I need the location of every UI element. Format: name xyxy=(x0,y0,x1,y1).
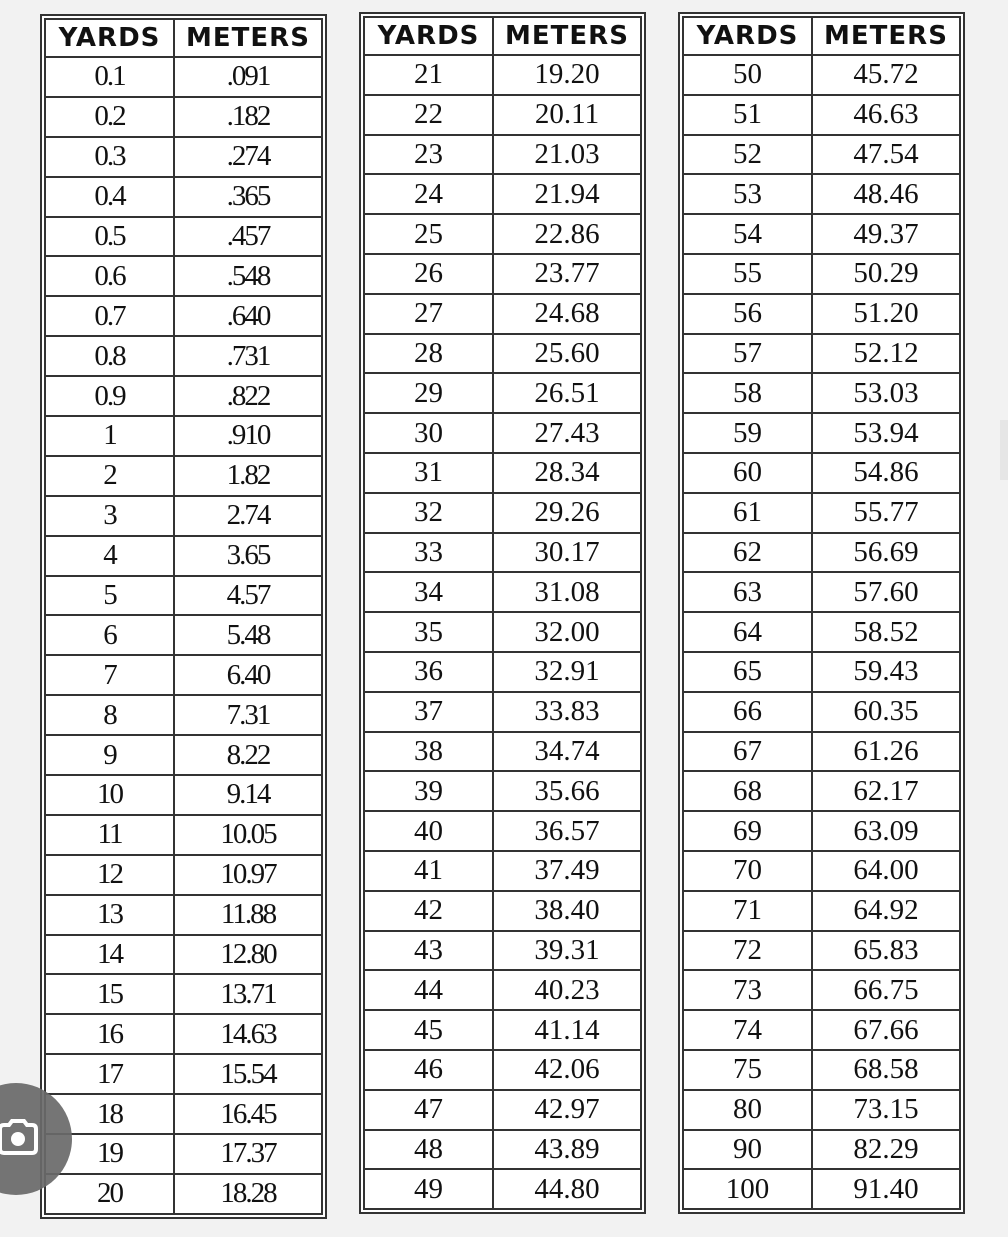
table-row xyxy=(364,612,641,652)
yards-cell: 3 xyxy=(45,496,174,536)
conversion-table-1 xyxy=(40,14,327,1219)
yards-cell: 45 xyxy=(364,1010,493,1050)
table-row xyxy=(364,334,641,374)
yards-cell: 0.5 xyxy=(45,217,174,257)
yards-cell: 44 xyxy=(364,970,493,1010)
yards-cell: 69 xyxy=(683,811,812,851)
table-row xyxy=(683,572,960,612)
conversion-table-3 xyxy=(678,12,965,1214)
meters-cell: 48.46 xyxy=(812,174,960,214)
meters-cell: 52.12 xyxy=(812,334,960,374)
table-row xyxy=(364,652,641,692)
table-row xyxy=(683,373,960,413)
table-row xyxy=(683,533,960,573)
yards-cell: 40 xyxy=(364,811,493,851)
table-row xyxy=(45,576,322,616)
table-row xyxy=(364,254,641,294)
yards-cell: 0.2 xyxy=(45,97,174,137)
meters-cell: 59.43 xyxy=(812,652,960,692)
yards-cell: 53 xyxy=(683,174,812,214)
meters-cell: 26.51 xyxy=(493,373,641,413)
meters-cell: 42.06 xyxy=(493,1050,641,1090)
meters-header: METERS xyxy=(493,17,641,55)
table-row xyxy=(683,55,960,95)
table-row xyxy=(45,336,322,376)
table-row xyxy=(364,851,641,891)
camera-icon xyxy=(0,1117,40,1157)
table-row xyxy=(364,732,641,772)
yards-cell: 0.9 xyxy=(45,376,174,416)
meters-cell: 61.26 xyxy=(812,732,960,772)
yards-cell: 100 xyxy=(683,1169,812,1209)
meters-cell: 14.63 xyxy=(174,1014,322,1054)
meters-cell: 18.28 xyxy=(174,1174,322,1214)
yards-cell: 1 xyxy=(45,416,174,456)
meters-cell: 28.34 xyxy=(493,453,641,493)
table-row xyxy=(683,1169,960,1209)
yards-cell: 18 xyxy=(45,1094,174,1134)
meters-cell: 12.80 xyxy=(174,935,322,975)
meters-cell: 57.60 xyxy=(812,572,960,612)
table-row xyxy=(364,214,641,254)
meters-cell: .091 xyxy=(174,57,322,97)
table-row xyxy=(683,214,960,254)
meters-cell: 32.91 xyxy=(493,652,641,692)
meters-cell: 56.69 xyxy=(812,533,960,573)
yards-cell: 13 xyxy=(45,895,174,935)
table-row xyxy=(364,811,641,851)
meters-cell: 42.97 xyxy=(493,1090,641,1130)
yards-header: YARDS xyxy=(364,17,493,55)
yards-cell: 33 xyxy=(364,533,493,573)
table-row xyxy=(683,95,960,135)
yards-cell: 26 xyxy=(364,254,493,294)
yards-cell: 62 xyxy=(683,533,812,573)
scroll-edge xyxy=(1000,420,1008,480)
table-row xyxy=(364,55,641,95)
yards-cell: 10 xyxy=(45,775,174,815)
meters-cell: 22.86 xyxy=(493,214,641,254)
yards-cell: 22 xyxy=(364,95,493,135)
table-row xyxy=(364,95,641,135)
meters-cell: 35.66 xyxy=(493,771,641,811)
yards-cell: 70 xyxy=(683,851,812,891)
yards-cell: 51 xyxy=(683,95,812,135)
yards-cell: 0.7 xyxy=(45,296,174,336)
yards-cell: 19 xyxy=(45,1134,174,1174)
yards-cell: 65 xyxy=(683,652,812,692)
table-row xyxy=(45,536,322,576)
table-row xyxy=(45,496,322,536)
table-row xyxy=(683,891,960,931)
yards-cell: 59 xyxy=(683,413,812,453)
meters-cell: .731 xyxy=(174,336,322,376)
yards-cell: 27 xyxy=(364,294,493,334)
meters-cell: 43.89 xyxy=(493,1130,641,1170)
meters-cell: 64.92 xyxy=(812,891,960,931)
table-row xyxy=(683,732,960,772)
yards-header: YARDS xyxy=(683,17,812,55)
table-row xyxy=(45,615,322,655)
table-row xyxy=(683,453,960,493)
yards-cell: 25 xyxy=(364,214,493,254)
yards-cell: 15 xyxy=(45,974,174,1014)
meters-cell: 19.20 xyxy=(493,55,641,95)
yards-cell: 54 xyxy=(683,214,812,254)
table-row xyxy=(364,572,641,612)
table-row xyxy=(683,851,960,891)
meters-cell: 65.83 xyxy=(812,931,960,971)
table-row xyxy=(683,1010,960,1050)
table-row xyxy=(364,931,641,971)
meters-cell: 13.71 xyxy=(174,974,322,1014)
yards-cell: 72 xyxy=(683,931,812,971)
table-row xyxy=(683,334,960,374)
meters-cell: 10.05 xyxy=(174,815,322,855)
table-row xyxy=(683,652,960,692)
table-row xyxy=(364,1130,641,1170)
meters-cell: 10.97 xyxy=(174,855,322,895)
table-row xyxy=(683,135,960,175)
yards-cell: 39 xyxy=(364,771,493,811)
table-row xyxy=(364,373,641,413)
meters-cell: 53.03 xyxy=(812,373,960,413)
header-row xyxy=(45,19,322,57)
yards-cell: 67 xyxy=(683,732,812,772)
meters-cell: 4.57 xyxy=(174,576,322,616)
yards-cell: 24 xyxy=(364,174,493,214)
yards-cell: 63 xyxy=(683,572,812,612)
meters-header: METERS xyxy=(812,17,960,55)
meters-cell: 9.14 xyxy=(174,775,322,815)
table-row xyxy=(364,1050,641,1090)
yards-cell: 14 xyxy=(45,935,174,975)
meters-cell: 40.23 xyxy=(493,970,641,1010)
yards-cell: 41 xyxy=(364,851,493,891)
yards-cell: 11 xyxy=(45,815,174,855)
yards-cell: 66 xyxy=(683,692,812,732)
table-row xyxy=(45,57,322,97)
yards-cell: 34 xyxy=(364,572,493,612)
yards-cell: 74 xyxy=(683,1010,812,1050)
table-row xyxy=(683,174,960,214)
yards-cell: 0.4 xyxy=(45,177,174,217)
yards-cell: 80 xyxy=(683,1090,812,1130)
meters-cell: 37.49 xyxy=(493,851,641,891)
table-row xyxy=(364,533,641,573)
table-row xyxy=(364,891,641,931)
table-row xyxy=(45,775,322,815)
yards-cell: 8 xyxy=(45,695,174,735)
table-row xyxy=(45,935,322,975)
yards-cell: 56 xyxy=(683,294,812,334)
meters-cell: 27.43 xyxy=(493,413,641,453)
yards-cell: 5 xyxy=(45,576,174,616)
yards-cell: 12 xyxy=(45,855,174,895)
table-row xyxy=(683,493,960,533)
meters-cell: .182 xyxy=(174,97,322,137)
meters-cell: 46.63 xyxy=(812,95,960,135)
yards-cell: 17 xyxy=(45,1054,174,1094)
header-row xyxy=(683,17,960,55)
yards-cell: 38 xyxy=(364,732,493,772)
meters-cell: .640 xyxy=(174,296,322,336)
table-row xyxy=(45,137,322,177)
meters-cell: 1.82 xyxy=(174,456,322,496)
meters-cell: 41.14 xyxy=(493,1010,641,1050)
yards-cell: 37 xyxy=(364,692,493,732)
meters-cell: 20.11 xyxy=(493,95,641,135)
yards-cell: 35 xyxy=(364,612,493,652)
table-row xyxy=(45,735,322,775)
table-row xyxy=(45,655,322,695)
meters-cell: 54.86 xyxy=(812,453,960,493)
yards-cell: 58 xyxy=(683,373,812,413)
yards-cell: 68 xyxy=(683,771,812,811)
yards-cell: 46 xyxy=(364,1050,493,1090)
yards-cell: 0.8 xyxy=(45,336,174,376)
yards-cell: 16 xyxy=(45,1014,174,1054)
yards-cell: 0.3 xyxy=(45,137,174,177)
meters-cell: 49.37 xyxy=(812,214,960,254)
table-row xyxy=(45,695,322,735)
yards-cell: 4 xyxy=(45,536,174,576)
meters-cell: 45.72 xyxy=(812,55,960,95)
meters-cell: 73.15 xyxy=(812,1090,960,1130)
table-row xyxy=(45,1134,322,1174)
meters-cell: 16.45 xyxy=(174,1094,322,1134)
table-row xyxy=(364,294,641,334)
table-row xyxy=(364,1169,641,1209)
table-row xyxy=(364,493,641,533)
meters-cell: 2.74 xyxy=(174,496,322,536)
yards-cell: 21 xyxy=(364,55,493,95)
meters-cell: .274 xyxy=(174,137,322,177)
meters-cell: 6.40 xyxy=(174,655,322,695)
yards-cell: 2 xyxy=(45,456,174,496)
yards-cell: 43 xyxy=(364,931,493,971)
meters-cell: 21.03 xyxy=(493,135,641,175)
yards-cell: 20 xyxy=(45,1174,174,1214)
yards-cell: 0.6 xyxy=(45,256,174,296)
meters-cell: 30.17 xyxy=(493,533,641,573)
yards-cell: 49 xyxy=(364,1169,493,1209)
table-row xyxy=(364,174,641,214)
yards-cell: 29 xyxy=(364,373,493,413)
yards-cell: 75 xyxy=(683,1050,812,1090)
table-row xyxy=(45,855,322,895)
conversion-table-2 xyxy=(359,12,646,1214)
meters-cell: .457 xyxy=(174,217,322,257)
table-row xyxy=(45,256,322,296)
table-row xyxy=(683,811,960,851)
yards-cell: 23 xyxy=(364,135,493,175)
table-row xyxy=(45,456,322,496)
yards-cell: 73 xyxy=(683,970,812,1010)
meters-cell: 21.94 xyxy=(493,174,641,214)
meters-cell: 15.54 xyxy=(174,1054,322,1094)
meters-cell: 29.26 xyxy=(493,493,641,533)
yards-cell: 90 xyxy=(683,1130,812,1170)
meters-cell: 25.60 xyxy=(493,334,641,374)
yards-meters-table xyxy=(682,16,961,1210)
meters-cell: 32.00 xyxy=(493,612,641,652)
table-row xyxy=(45,815,322,855)
meters-cell: 33.83 xyxy=(493,692,641,732)
meters-cell: 82.29 xyxy=(812,1130,960,1170)
table-row xyxy=(683,413,960,453)
table-row xyxy=(364,970,641,1010)
yards-cell: 7 xyxy=(45,655,174,695)
meters-cell: 67.66 xyxy=(812,1010,960,1050)
meters-cell: 64.00 xyxy=(812,851,960,891)
meters-cell: .365 xyxy=(174,177,322,217)
yards-cell: 9 xyxy=(45,735,174,775)
table-row xyxy=(683,612,960,652)
meters-cell: 47.54 xyxy=(812,135,960,175)
meters-cell: 66.75 xyxy=(812,970,960,1010)
table-row xyxy=(364,453,641,493)
yards-cell: 0.1 xyxy=(45,57,174,97)
table-row xyxy=(364,135,641,175)
table-row xyxy=(683,1090,960,1130)
table-row xyxy=(364,1010,641,1050)
yards-cell: 6 xyxy=(45,615,174,655)
yards-cell: 55 xyxy=(683,254,812,294)
meters-cell: 3.65 xyxy=(174,536,322,576)
table-row xyxy=(45,1054,322,1094)
table-row xyxy=(45,97,322,137)
meters-cell: .822 xyxy=(174,376,322,416)
yards-cell: 64 xyxy=(683,612,812,652)
meters-cell: 44.80 xyxy=(493,1169,641,1209)
meters-cell: .548 xyxy=(174,256,322,296)
table-row xyxy=(683,931,960,971)
table-row xyxy=(364,413,641,453)
meters-cell: 51.20 xyxy=(812,294,960,334)
table-row xyxy=(45,974,322,1014)
yards-cell: 61 xyxy=(683,493,812,533)
yards-cell: 36 xyxy=(364,652,493,692)
meters-cell: 53.94 xyxy=(812,413,960,453)
yards-cell: 48 xyxy=(364,1130,493,1170)
table-row xyxy=(45,296,322,336)
meters-cell: 31.08 xyxy=(493,572,641,612)
table-row xyxy=(683,1050,960,1090)
meters-cell: 62.17 xyxy=(812,771,960,811)
meters-cell: 5.48 xyxy=(174,615,322,655)
yards-header: YARDS xyxy=(45,19,174,57)
yards-cell: 57 xyxy=(683,334,812,374)
meters-cell: 24.68 xyxy=(493,294,641,334)
meters-cell: .910 xyxy=(174,416,322,456)
table-row xyxy=(364,1090,641,1130)
yards-cell: 30 xyxy=(364,413,493,453)
table-row xyxy=(45,376,322,416)
yards-cell: 52 xyxy=(683,135,812,175)
meters-cell: 23.77 xyxy=(493,254,641,294)
table-row xyxy=(364,692,641,732)
meters-cell: 60.35 xyxy=(812,692,960,732)
meters-cell: 11.88 xyxy=(174,895,322,935)
yards-cell: 42 xyxy=(364,891,493,931)
meters-cell: 55.77 xyxy=(812,493,960,533)
table-row xyxy=(364,771,641,811)
yards-cell: 32 xyxy=(364,493,493,533)
yards-meters-table xyxy=(363,16,642,1210)
meters-cell: 38.40 xyxy=(493,891,641,931)
yards-cell: 47 xyxy=(364,1090,493,1130)
yards-cell: 31 xyxy=(364,453,493,493)
header-row xyxy=(364,17,641,55)
table-row xyxy=(683,1130,960,1170)
meters-cell: 68.58 xyxy=(812,1050,960,1090)
table-row xyxy=(683,294,960,334)
meters-cell: 7.31 xyxy=(174,695,322,735)
meters-cell: 34.74 xyxy=(493,732,641,772)
table-row xyxy=(45,416,322,456)
table-row xyxy=(683,970,960,1010)
table-row xyxy=(683,254,960,294)
yards-cell: 50 xyxy=(683,55,812,95)
meters-header: METERS xyxy=(174,19,322,57)
yards-cell: 60 xyxy=(683,453,812,493)
table-row xyxy=(45,177,322,217)
meters-cell: 8.22 xyxy=(174,735,322,775)
meters-cell: 63.09 xyxy=(812,811,960,851)
yards-cell: 71 xyxy=(683,891,812,931)
yards-cell: 28 xyxy=(364,334,493,374)
meters-cell: 50.29 xyxy=(812,254,960,294)
table-row xyxy=(45,1094,322,1134)
table-row xyxy=(45,1174,322,1214)
table-row xyxy=(683,692,960,732)
table-row xyxy=(45,895,322,935)
yards-meters-table xyxy=(44,18,323,1215)
meters-cell: 36.57 xyxy=(493,811,641,851)
meters-cell: 39.31 xyxy=(493,931,641,971)
meters-cell: 17.37 xyxy=(174,1134,322,1174)
table-row xyxy=(45,217,322,257)
meters-cell: 91.40 xyxy=(812,1169,960,1209)
table-row xyxy=(45,1014,322,1054)
meters-cell: 58.52 xyxy=(812,612,960,652)
table-row xyxy=(683,771,960,811)
